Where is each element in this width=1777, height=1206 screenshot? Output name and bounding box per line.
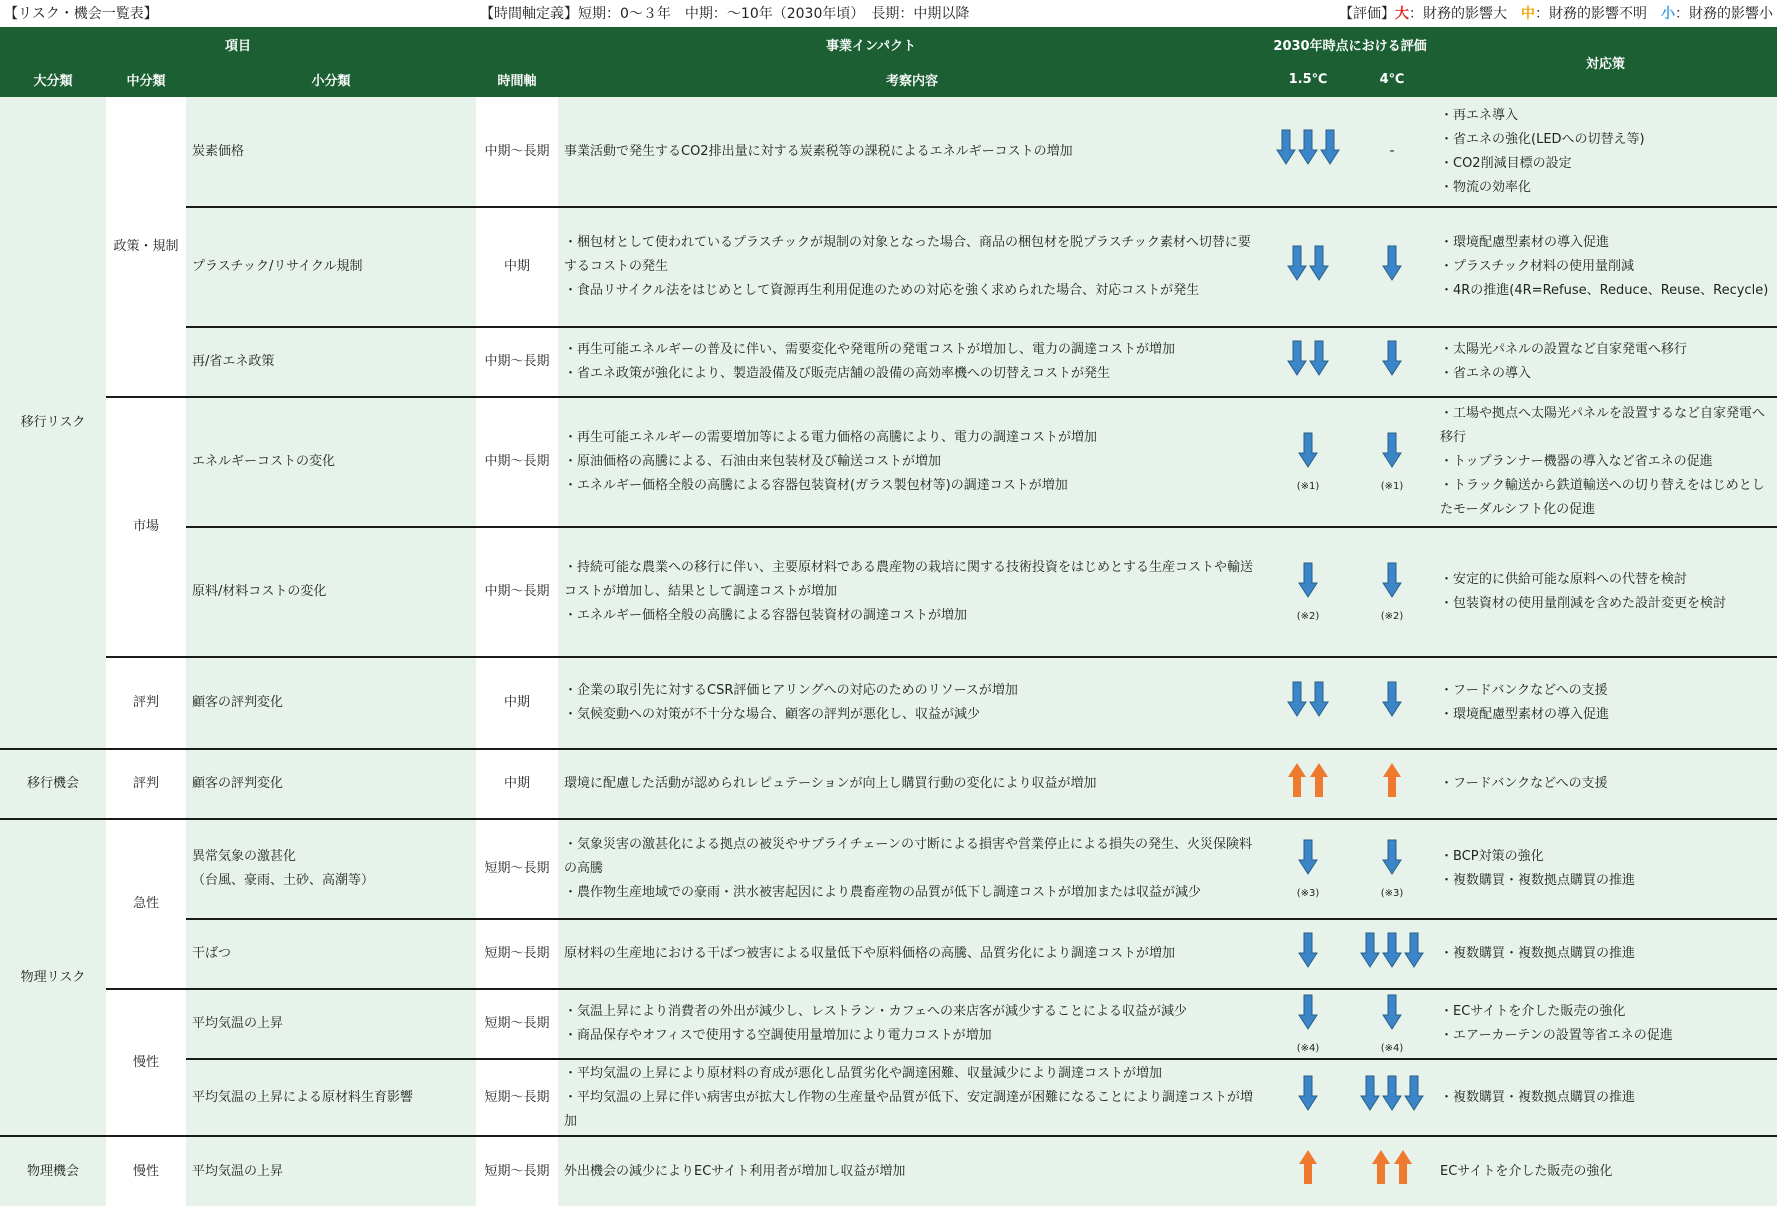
middle-reputation: 評判 [106,749,186,819]
table-row [0,1136,1777,1206]
evaluation-arrows [1382,994,1402,1030]
evaluation-arrows [1382,562,1402,598]
minor-item: プラスチック/リサイクル規制 [186,207,476,327]
measures-line: ・フードバンクなどへの支援 [1440,776,1608,791]
measures [1434,989,1777,1059]
evaluation-note: (※1) [1296,480,1320,492]
eval-1-5c [1266,1136,1350,1206]
evaluation-arrows [1371,1149,1413,1185]
eval-4c [1350,1136,1434,1206]
arrow-down-icon [1298,932,1318,968]
impact-description-line: ・梱包材として使われているプラスチックが規制の対象となった場合、商品の梱包材を脱プラスチック素材へ切替に要するコストの発生 [564,235,1251,274]
impact-description [558,97,1266,207]
arrow-down-icon [1298,432,1318,468]
evaluation-arrows [1287,681,1329,717]
measures-line: ・安定的に供給可能な原料への代替を検討 [1440,572,1688,587]
minor-item: 顧客の評判変化 [186,657,476,749]
evaluation-arrows [1360,1075,1424,1111]
legend-bar [0,0,1777,26]
measures [1434,819,1777,919]
eval-4c [1350,97,1434,207]
arrow-down-icon [1298,994,1318,1030]
eval-1-5c [1266,527,1350,657]
table-row [0,749,1777,819]
impact-description-line: ・気温上昇により消費者の外出が減少し、レストラン・カフェへの来店客が減少することによる収益が減少 [564,1004,1187,1019]
evaluation-arrows [1276,129,1340,165]
evaluation-note: (※4) [1296,1042,1320,1054]
arrow-up-icon [1382,762,1402,798]
minor-item: 平均気温の上昇 [186,1136,476,1206]
measures-line: ・包装資材の使用量削減を含めた設計変更を検討 [1440,596,1727,611]
arrow-down-icon [1287,245,1307,281]
time-axis: 中期 [476,657,558,749]
measures-line: ECサイトを介した販売の強化 [1440,1163,1613,1179]
time-axis: 短期～長期 [476,989,558,1059]
eval-1-5c [1266,989,1350,1059]
measures-line: ・省エネの強化(LEDへの切替え等) [1440,131,1645,147]
middle-reputation: 評判 [106,657,186,749]
arrow-down-icon [1276,129,1296,165]
time-axis: 中期 [476,207,558,327]
arrow-down-icon [1382,1075,1402,1111]
arrow-up-icon [1298,1149,1318,1185]
eval-4c [1350,527,1434,657]
impact-description-line: ・平均気温の上昇により原材料の育成が悪化し品質劣化や調達困難、収量減少により調達コストが増加 [564,1065,1163,1081]
arrow-down-icon [1298,129,1318,165]
measures-line: ・環境配慮型素材の導入促進 [1440,235,1610,250]
arrow-down-icon [1309,340,1329,376]
time-axis: 短期～長期 [476,1136,558,1206]
category-physical-opportunity: 物理機会 [0,1136,106,1206]
header-1-5c: 1.5℃ [1266,62,1350,97]
category-transition-risk: 移行リスク [0,97,106,749]
impact-description [558,207,1266,327]
measures-line: ・フードバンクなどへの支援 [1440,683,1608,698]
legend-prefix: 【評価】 [1339,6,1395,22]
measures [1434,749,1777,819]
arrow-down-icon [1382,340,1402,376]
evaluation-note: (※1) [1380,480,1404,492]
table-row [0,657,1777,749]
measures [1434,919,1777,989]
impact-description-line: 外出機会の減少によりECサイト利用者が増加し収益が増加 [564,1163,906,1179]
arrow-down-icon [1382,432,1402,468]
legend-small-text: ：財務的影響小 [1675,6,1773,22]
evaluation-arrows [1298,1149,1318,1185]
time-axis-definition: 【時間軸定義】短期：0～３年 中期：～10年（2030年頃） 長期：中期以降 [480,6,970,22]
eval-1-5c [1266,1059,1350,1136]
legend-small-mark: 小 [1661,6,1675,22]
impact-description [558,1136,1266,1206]
measures [1434,207,1777,327]
eval-1-5c [1266,207,1350,327]
impact-description [558,657,1266,749]
time-axis: 中期～長期 [476,327,558,397]
eval-4c [1350,397,1434,527]
evaluation-arrows [1382,245,1402,281]
arrow-down-icon [1287,681,1307,717]
impact-description-line: ・持続可能な農業への移行に伴い、主要原材料である農産物の栽培に関する技術投資をはじめとする生産コストや輸送コストが増加し、結果として調達コストが増加 [564,560,1254,599]
evaluation-note: (※4) [1380,1042,1404,1054]
impact-description-line: ・気候変動への対策が不十分な場合、顧客の評判が悪化し、収益が減少 [564,707,981,722]
arrow-down-icon [1309,245,1329,281]
measures-line: ・物流の効率化 [1440,179,1532,195]
impact-description [558,1059,1266,1136]
minor-item: 原料/材料コストの変化 [186,527,476,657]
evaluation-note: (※2) [1296,610,1320,622]
header-minor: 小分類 [186,62,476,97]
measures-line: ・再エネ導入 [1440,107,1519,123]
measures-line: ・複数購買・複数拠点購買の推進 [1440,946,1636,961]
minor-item: 顧客の評判変化 [186,749,476,819]
impact-description-line: ・平均気温の上昇に伴い病害虫が拡大し作物の生産量や品質が低下、安定調達が困難になることにより調達コストが増加 [564,1089,1254,1129]
legend-large-mark: 大 [1395,6,1409,22]
eval-4c [1350,327,1434,397]
impact-description [558,749,1266,819]
arrow-down-icon [1320,129,1340,165]
category-transition-opportunity: 移行機会 [0,749,106,819]
measures [1434,397,1777,527]
evaluation-arrows [1298,932,1318,968]
arrow-down-icon [1298,839,1318,875]
impact-description-line: ・気象災害の激甚化による拠点の被災やサプライチェーンの寸断による損害や営業停止による損失の発生、火災保険料の高騰 [564,837,1252,876]
arrow-down-icon [1382,932,1402,968]
arrow-up-icon [1309,762,1329,798]
measures [1434,327,1777,397]
evaluation-arrows [1298,1075,1318,1111]
measures [1434,97,1777,207]
time-axis: 短期～長期 [476,1059,558,1136]
impact-description-line: ・エネルギー価格全般の高騰による容器包装資材の調達コストが増加 [564,608,968,623]
time-axis: 中期 [476,749,558,819]
impact-description-line: ・エネルギー価格全般の高騰による容器包装資材(ガラス製包材等)の調達コストが増加 [564,478,1068,493]
impact-description [558,989,1266,1059]
minor-item [186,819,476,919]
time-axis: 中期～長期 [476,397,558,527]
measures-line: ・複数購買・複数拠点購買の推進 [1440,873,1636,888]
measures [1434,657,1777,749]
evaluation-arrows [1287,245,1329,281]
table-row [0,819,1777,919]
eval-4c [1350,207,1434,327]
minor-item: 平均気温の上昇 [186,989,476,1059]
eval-1-5c [1266,819,1350,919]
table-row [0,527,1777,657]
arrow-down-icon [1309,681,1329,717]
eval-1-5c [1266,919,1350,989]
arrow-down-icon [1382,681,1402,717]
eval-1-5c [1266,327,1350,397]
header-item: 項目 [0,27,476,62]
minor-item: 干ばつ [186,919,476,989]
eval-4c [1350,989,1434,1059]
time-axis: 短期～長期 [476,919,558,989]
impact-description-line: 事業活動で発生するCO2排出量に対する炭素税等の課税によるエネルギーコストの増加 [564,143,1073,159]
impact-description-line: ・商品保存やオフィスで使用する空調使用量増加により電力コストが増加 [564,1028,992,1043]
evaluation-arrows [1287,340,1329,376]
eval-1-5c [1266,749,1350,819]
minor-item: エネルギーコストの変化 [186,397,476,527]
impact-description [558,397,1266,527]
arrow-down-icon [1404,932,1424,968]
measures-line: ・CO2削減目標の設定 [1440,155,1572,171]
impact-description-line: ・省エネ政策が強化により、製造設備及び販売店舗の設備の高効率機への切替えコストが発生 [564,366,1111,381]
measures [1434,527,1777,657]
eval-1-5c [1266,97,1350,207]
table-title: 【リスク・機会一覧表】 [4,6,158,22]
evaluation-arrows [1382,432,1402,468]
table-row [0,327,1777,397]
time-axis: 中期～長期 [476,97,558,207]
measures-line: ・エアーカーテンの設置等省エネの促進 [1440,1028,1673,1043]
evaluation-arrows [1360,932,1424,968]
middle-acute: 急性 [106,819,186,989]
evaluation-note: (※3) [1296,887,1320,899]
impact-description-line: ・食品リサイクル法をはじめとして資源再生利用促進のための対応を強く求められた場合、対応コストが発生 [564,283,1200,298]
header-impact: 事業インパクト [476,27,1266,62]
arrow-down-icon [1382,562,1402,598]
eval-4c [1350,1059,1434,1136]
eval-1-5c [1266,397,1350,527]
evaluation-arrows [1287,762,1329,798]
measures-line: ・BCP対策の強化 [1440,849,1544,864]
impact-description-line: ・企業の取引先に対するCSR評価ヒアリングへの対応のためのリソースが増加 [564,683,1018,698]
eval-1-5c [1266,657,1350,749]
arrow-up-icon [1393,1149,1413,1185]
table-row [0,397,1777,527]
measures [1434,1059,1777,1136]
arrow-down-icon [1360,1075,1380,1111]
table-row [0,97,1777,207]
arrow-down-icon [1382,839,1402,875]
middle-chronic: 慢性 [106,1136,186,1206]
risk-opportunity-table [0,27,1777,1206]
arrow-down-icon [1382,994,1402,1030]
arrow-down-icon [1298,1075,1318,1111]
evaluation-arrows [1382,762,1402,798]
measures-line: ・省エネの導入 [1440,366,1532,381]
arrow-down-icon [1298,562,1318,598]
header-major: 大分類 [0,62,106,97]
impact-description-line: 環境に配慮した活動が認められレピュテーションが向上し購買行動の変化により収益が増加 [564,776,1097,791]
measures-line: ・トラック輸送から鉄道輸送への切り替えをはじめとしたモーダルシフト化の促進 [1440,478,1765,517]
middle-policy: 政策・規制 [106,97,186,397]
impact-description-line: 原材料の生産地における干ばつ被害による収量低下や原料価格の高騰、品質劣化により調達コストが増加 [564,946,1176,961]
arrow-down-icon [1287,340,1307,376]
measures-line: ・プラスチック材料の使用量削減 [1440,259,1634,274]
evaluation-arrows [1382,839,1402,875]
no-evaluation-dash: - [1389,143,1395,159]
minor-item: 炭素価格 [186,97,476,207]
impact-description [558,819,1266,919]
minor-item-line: 異常気象の激甚化 [192,849,297,864]
table-row [0,989,1777,1059]
table-row [0,207,1777,327]
header-4c: 4℃ [1350,62,1434,97]
arrow-up-icon [1287,762,1307,798]
measures-line: ・ECサイトを介した販売の強化 [1440,1004,1626,1019]
arrow-down-icon [1382,245,1402,281]
legend-mid-text: ：財務的影響不明 [1535,6,1647,22]
evaluation-arrows [1298,994,1318,1030]
middle-market: 市場 [106,397,186,657]
evaluation-arrows [1389,139,1394,163]
legend-mid-mark: 中 [1521,6,1535,22]
time-axis: 短期～長期 [476,819,558,919]
measures-line: ・4Rの推進(4R=Refuse、Reduce、Reuse、Recycle) [1440,283,1769,298]
evaluation-arrows [1382,681,1402,717]
evaluation-legend [1339,3,1773,23]
impact-description-line: ・再生可能エネルギーの需要増加等による電力価格の高騰により、電力の調達コストが増加 [564,430,1098,445]
header-details: 考察内容 [558,62,1266,97]
legend-large-text: ：財務的影響大 [1409,6,1507,22]
minor-item: 平均気温の上昇による原材料生育影響 [186,1059,476,1136]
arrow-down-icon [1404,1075,1424,1111]
table-row [0,919,1777,989]
eval-4c [1350,919,1434,989]
middle-chronic: 慢性 [106,989,186,1136]
measures-line: ・環境配慮型素材の導入促進 [1440,707,1610,722]
impact-description-line: ・再生可能エネルギーの普及に伴い、需要変化や発電所の発電コストが増加し、電力の調達コストが増加 [564,342,1176,357]
evaluation-note: (※3) [1380,887,1404,899]
header-eval-2030: 2030年時点における評価 [1266,27,1434,62]
table-row [0,1059,1777,1136]
header-measures: 対応策 [1434,27,1777,97]
arrow-up-icon [1371,1149,1391,1185]
minor-item-line: （台風、豪雨、土砂、高潮等） [192,873,375,888]
category-physical-risk: 物理リスク [0,819,106,1136]
evaluation-arrows [1298,562,1318,598]
measures-line: ・複数購買・複数拠点購買の推進 [1440,1089,1636,1105]
measures-line: ・トップランナー機器の導入など省エネの促進 [1440,454,1713,469]
eval-4c [1350,657,1434,749]
evaluation-arrows [1382,340,1402,376]
evaluation-arrows [1298,839,1318,875]
header-middle: 中分類 [106,62,186,97]
arrow-down-icon [1360,932,1380,968]
impact-description-line: ・原油価格の高騰による、石油由来包装材及び輸送コストが増加 [564,454,942,469]
eval-4c [1350,749,1434,819]
evaluation-note: (※2) [1380,610,1404,622]
evaluation-arrows [1298,432,1318,468]
header-time-axis: 時間軸 [476,62,558,97]
eval-4c [1350,819,1434,919]
time-axis: 中期～長期 [476,527,558,657]
measures-line: ・太陽光パネルの設置など自家発電へ移行 [1440,342,1688,357]
impact-description [558,327,1266,397]
minor-item: 再/省エネ政策 [186,327,476,397]
measures-line: ・工場や拠点へ太陽光パネルを設置するなど自家発電へ移行 [1440,406,1766,445]
impact-description-line: ・農作物生産地域での豪雨・洪水被害起因により農畜産物の品質が低下し調達コストが増加または収益が減少 [564,885,1202,900]
impact-description [558,527,1266,657]
measures [1434,1136,1777,1206]
impact-description [558,919,1266,989]
